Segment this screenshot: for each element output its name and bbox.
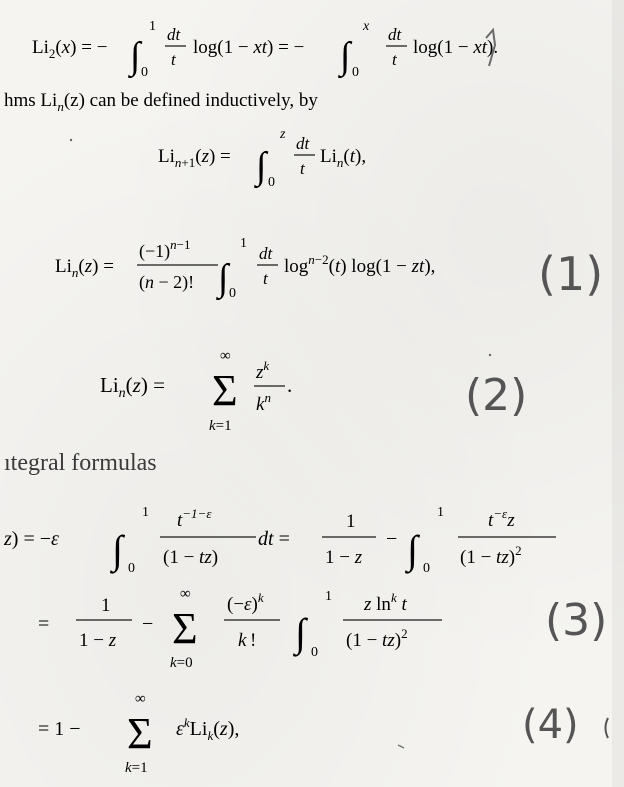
svg-text:Lin+1(z) =: $Li_n+1(z)$ = — [158, 146, 231, 170]
equation-2 — [100, 348, 292, 434]
svg-text:0: 0 — [229, 286, 236, 301]
svg-text:dt =: dt = — [258, 528, 290, 550]
svg-text:dt: dt — [167, 25, 181, 44]
svg-text:∫: ∫ — [340, 35, 351, 77]
svg-text:k=1: k=1 — [209, 418, 232, 434]
svg-text:0: 0 — [141, 65, 148, 80]
svg-text:log(1 − xt) = −: log(1 − xt) = − — [193, 37, 305, 58]
svg-text:dt: dt — [259, 244, 273, 263]
scan-speck — [489, 354, 491, 356]
svg-text:= 1 −: = 1 − — [38, 718, 81, 740]
equation-3b — [38, 586, 442, 671]
svg-text:1: 1 — [346, 511, 356, 532]
svg-text:t−1−ε: $t^{-1-}\varepsilon$ — [177, 506, 212, 531]
integral-formulas-heading — [4, 450, 157, 476]
svg-text:k=0: k=0 — [170, 655, 193, 671]
handwritten-label-2 — [465, 370, 527, 421]
svg-text:0: 0 — [352, 65, 359, 80]
handwritten-label-1 — [538, 247, 603, 301]
svg-text:Σ: Σ — [212, 366, 238, 415]
svg-text:dt: dt — [296, 134, 310, 153]
scan-speck — [398, 745, 404, 748]
svg-text:(−ε)k: $(-\varepsilon)^k$ — [227, 590, 264, 615]
svg-text:1: 1 — [240, 236, 247, 251]
svg-text:t−εz: $t^{-\varepsilon}z$ — [488, 506, 515, 531]
equation-1 — [55, 236, 435, 301]
svg-text:(1 − tz): (1 − tz) — [163, 547, 219, 568]
svg-text:1: 1 — [437, 505, 444, 520]
svg-text:(1 − tz)2: (1 − tz)$^2$ — [460, 543, 522, 568]
svg-text:1: 1 — [142, 505, 149, 520]
scan-edge-shadow — [612, 0, 624, 787]
polylog-intro-line — [4, 90, 318, 114]
equation-inductive — [158, 127, 366, 190]
svg-text:Lin(t),: $Li_n(t)$, — [320, 146, 367, 170]
equation-3a — [3, 505, 556, 576]
svg-text:Lin(z) =: $Li_n(z)$ = — [100, 373, 165, 401]
svg-text:1: 1 — [101, 595, 111, 616]
scan-speck — [70, 139, 72, 141]
pen-tick-mark — [606, 718, 609, 738]
svg-text:Lin(z) =: $Li_n(z)$ = — [55, 256, 114, 280]
svg-text:z) = −ε: z) = −ε — [4, 528, 59, 550]
svg-text:kn: $k^n$ — [256, 390, 271, 415]
intro-rest: can be defined inductively, by — [89, 90, 318, 111]
svg-text:(n − 2)!: (n − 2)! — [139, 272, 195, 292]
svg-text:hms Lin(z) can be define — [4, 90, 318, 114]
svg-text:t: t — [171, 50, 176, 69]
svg-text:ıtegral formulas: ıtegral formulas — [4, 450, 157, 476]
svg-text:zk: $z^k$ — [256, 358, 270, 383]
svg-text:−: − — [386, 528, 398, 550]
svg-text:Σ: Σ — [172, 604, 198, 653]
equation-4 — [38, 691, 239, 776]
svg-text:∞: ∞ — [180, 586, 191, 602]
svg-text:1: 1 — [325, 589, 332, 604]
svg-text:t: t — [392, 50, 397, 69]
svg-text:∫: ∫ — [112, 527, 123, 572]
svg-text:∫: ∫ — [218, 257, 229, 299]
svg-text:(4): (4) — [522, 702, 579, 748]
svg-text:(−1)n−1: $(-1)^n-1$ — [139, 237, 191, 261]
svg-text:t: t — [263, 269, 268, 288]
svg-text:!: ! — [250, 630, 257, 651]
svg-text:−: − — [142, 613, 154, 635]
svg-text:∫: ∫ — [295, 610, 306, 655]
svg-text:(3): (3) — [545, 595, 608, 646]
svg-text:z lnk t: z $\ln^k t$ — [364, 590, 407, 615]
svg-text:dt: dt — [388, 25, 402, 44]
equation-li2 — [32, 19, 498, 80]
svg-text:log(1 − xt).: log(1 − xt). — [413, 37, 499, 58]
svg-text:(1 − tz)2: (1 − tz)$^2$ — [346, 626, 408, 651]
svg-text:(1): (1) — [538, 247, 604, 301]
svg-text:∞: ∞ — [220, 348, 231, 364]
svg-text:k: k — [238, 630, 247, 651]
svg-text:1: 1 — [149, 19, 156, 34]
svg-text:εkLik(z),: $\varepsilon^kLi_k(z)$, — [176, 715, 240, 743]
svg-text:logn−2(t) log(1 − zt),: $\log^n-2(t) \log(1 - zt)$, — [284, 252, 436, 277]
svg-text:0: 0 — [311, 645, 318, 660]
svg-text:Σ: Σ — [127, 709, 153, 758]
svg-text:∫: ∫ — [407, 527, 418, 572]
svg-text:t: t — [300, 159, 305, 178]
intro-prefix: hms Li — [4, 90, 58, 111]
svg-text:0: 0 — [128, 561, 135, 576]
svg-text:∫: ∫ — [130, 35, 141, 77]
svg-text:x: x — [363, 19, 370, 34]
svg-text:0: 0 — [423, 561, 430, 576]
svg-text:.: . — [287, 373, 293, 397]
intro-sub: n — [57, 99, 64, 114]
handwritten-label-4 — [522, 702, 579, 748]
svg-text:(2): (2) — [465, 370, 528, 421]
handwritten-label-3 — [545, 595, 607, 646]
svg-text:=: = — [38, 613, 50, 635]
intro-paren: (z) — [63, 90, 85, 111]
svg-text:∞: ∞ — [135, 691, 146, 707]
svg-text:0: 0 — [268, 175, 275, 190]
svg-text:z: z — [280, 127, 286, 142]
svg-text:1 − z: 1 − z — [325, 547, 363, 568]
svg-text:∫: ∫ — [256, 145, 267, 187]
svg-text:k=1: k=1 — [125, 760, 148, 776]
svg-text:Li2(x) = −: $Li_2(x)$ = − — [32, 37, 108, 61]
svg-text:1 − z: 1 − z — [79, 630, 117, 651]
